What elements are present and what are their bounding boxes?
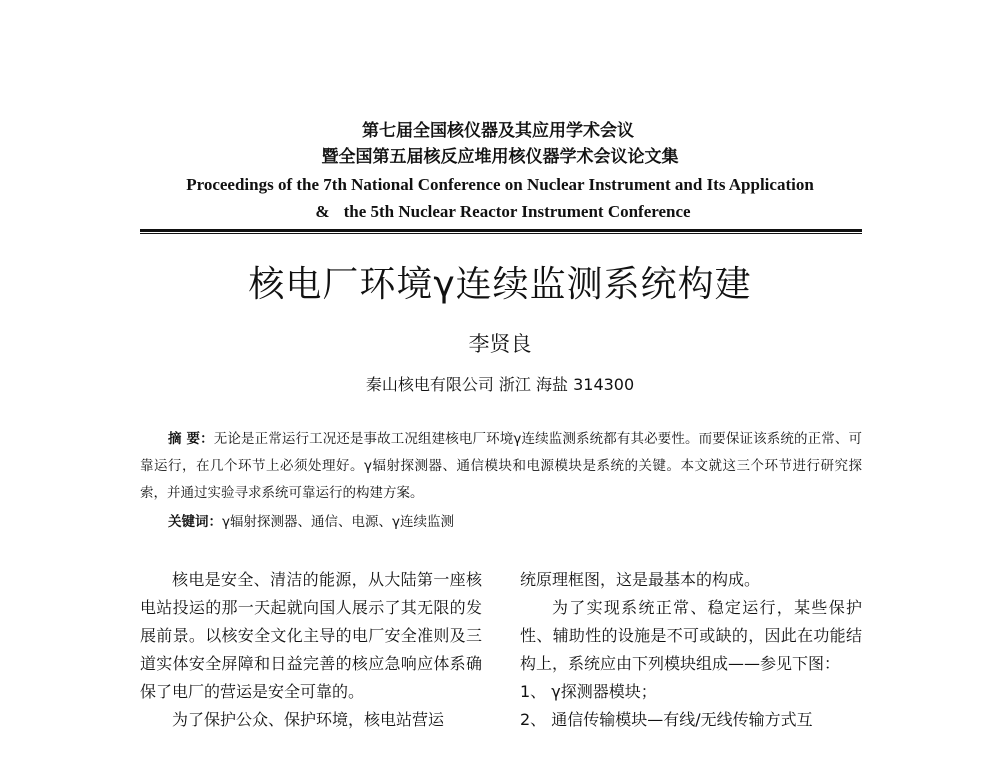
abstract bbox=[140, 426, 862, 507]
ampersand: & bbox=[315, 202, 330, 221]
paper-title: 核电厂环境γ连续监测系统构建 bbox=[248, 264, 752, 305]
conference-title-en-line2-text: the 5th Nuclear Reactor Instrument Conference bbox=[343, 202, 691, 221]
paper-affiliation: 秦山核电有限公司 浙江 海盐 314300 bbox=[365, 375, 635, 394]
abstract-text: 无论是正常运行工况还是事故工况组建核电厂环境γ连续监测系统都有其必要性。而要保证该系统的正常、可靠运行，在几个环节上必须处理好。γ辐射探测器、通信模块和电源模块是系统的关键。本文就这三个环节进行研究探索，并通过实验寻求系统可靠运行的构建方案。 bbox=[140, 431, 862, 501]
body-paragraph: 核电是安全、清洁的能源，从大陆第一座核电站投运的那一天起就向国人展示了其无限的发展前景。以核安全文化主导的电厂安全准则及三道实体安全屏障和日益完善的核应急响应体系确保了电厂的营运是安全可靠的。 bbox=[140, 570, 482, 701]
body-paragraph: 为了保护公众、保护环境，核电站营运 bbox=[172, 710, 445, 729]
header-rule-thick bbox=[140, 229, 862, 232]
abstract-label: 摘 要： bbox=[168, 431, 214, 447]
keywords-text: γ辐射探测器、通信、电源、γ连续监测 bbox=[222, 514, 454, 530]
paper-author: 李贤良 bbox=[468, 332, 532, 356]
conference-title-en-line2 bbox=[3, 198, 1000, 225]
body-column-left bbox=[140, 566, 482, 734]
conference-title-en-line1: Proceedings of the 7th National Conference on Nuclear Instrument and Its Application bbox=[186, 175, 814, 194]
keywords-label: 关键词： bbox=[168, 514, 222, 530]
conference-title-cn-line1: 第七届全国核仪器及其应用学术会议 bbox=[362, 121, 634, 141]
body-paragraph: 为了实现系统正常、稳定运行，某些保护性、辅助性的设施是不可或缺的，因此在功能结构上，系统应由下列模块组成——参见下图： bbox=[520, 598, 862, 673]
keywords bbox=[168, 509, 454, 536]
body-paragraph: 统原理框图，这是最基本的构成。 bbox=[520, 570, 761, 589]
body-column-right bbox=[520, 566, 862, 734]
conference-header bbox=[0, 118, 1000, 225]
list-item: 2、 通信传输模块—有线/无线传输方式互 bbox=[520, 710, 813, 729]
conference-title-cn-line2: 暨全国第五届核反应堆用核仪器学术会议论文集 bbox=[321, 147, 679, 167]
header-rule-thin bbox=[140, 233, 862, 234]
list-item: 1、 γ探测器模块； bbox=[520, 682, 657, 701]
